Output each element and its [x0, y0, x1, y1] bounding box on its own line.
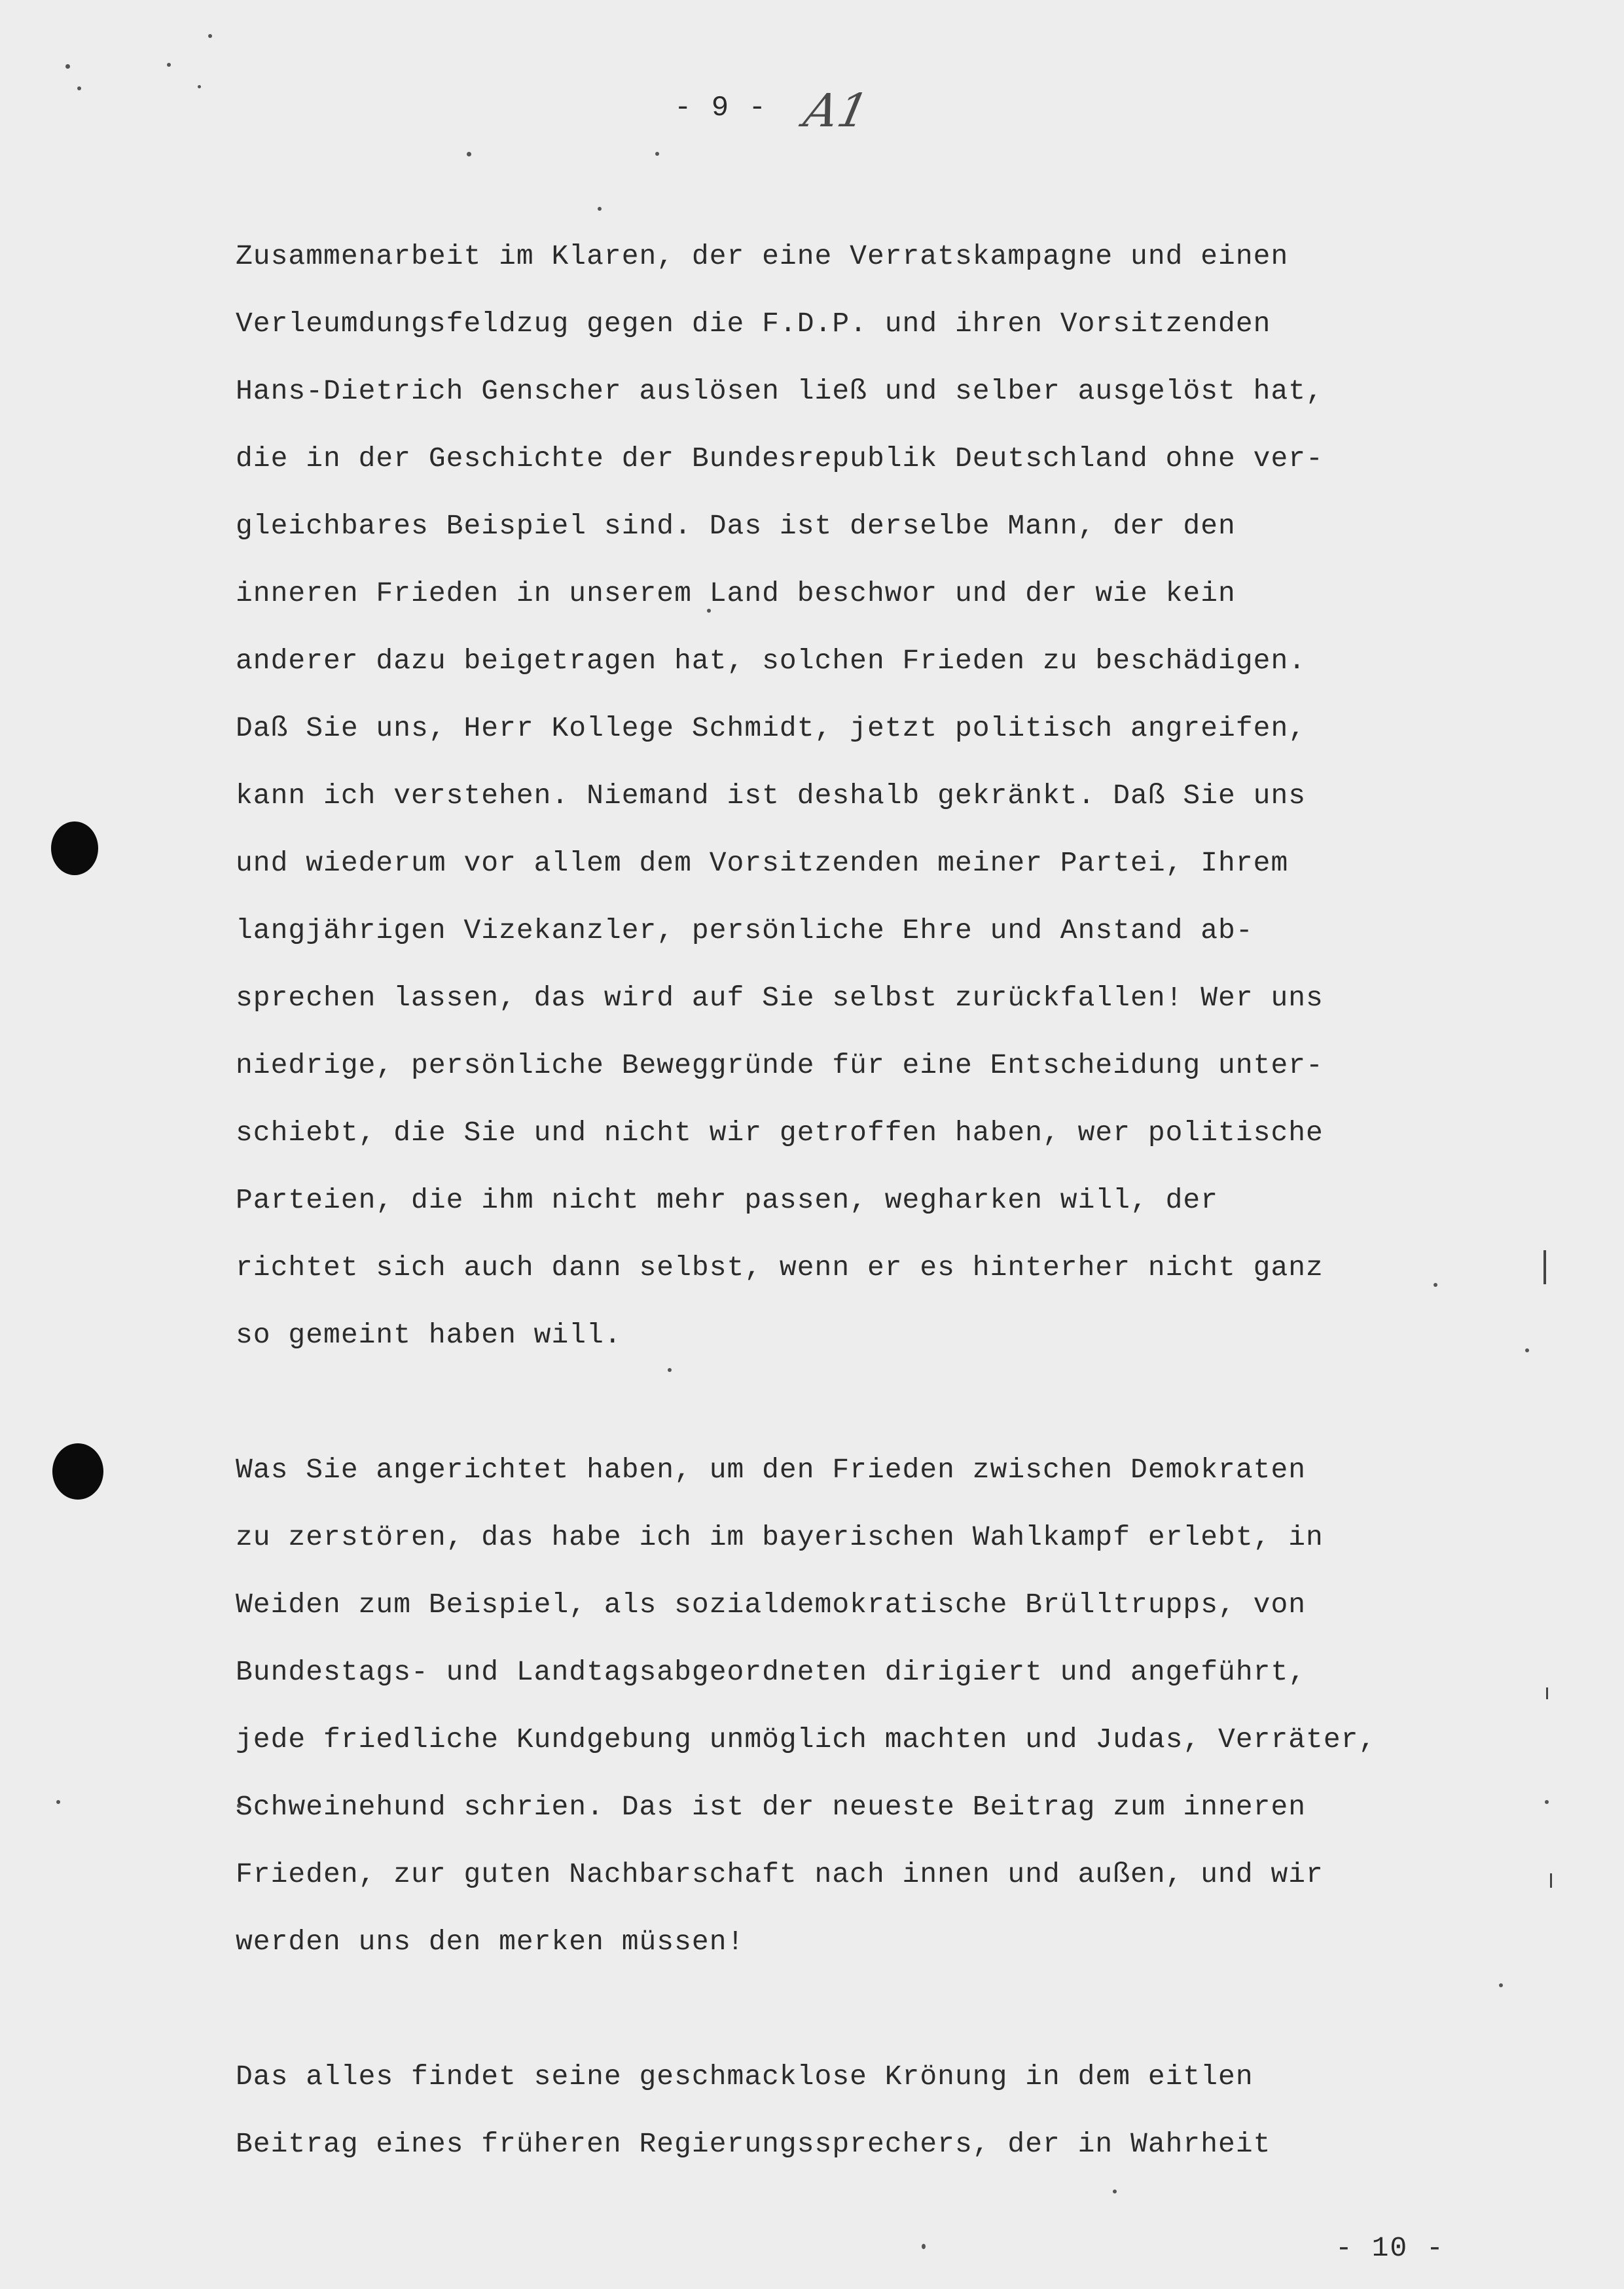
scan-speck: [1545, 1800, 1549, 1804]
paragraph-spacer: [236, 1975, 1532, 2043]
text-line: werden uns den merken müssen!: [236, 1926, 745, 1958]
scan-speck: [56, 1800, 60, 1804]
text-line: sprechen lassen, das wird auf Sie selbst zurückfallen! Wer uns: [236, 982, 1324, 1014]
margin-mark: [1550, 1873, 1552, 1888]
text-line: Was Sie angerichtet haben, um den Frieden zwischen Demokraten: [236, 1454, 1307, 1486]
text-line: Das alles findet seine geschmacklose Krönung in dem eitlen: [236, 2061, 1254, 2093]
scan-speck: [208, 34, 212, 38]
punch-hole-lower: [52, 1443, 103, 1500]
text-line: Bundestags- und Landtagsabgeordneten dirigiert und angeführt,: [236, 1656, 1307, 1688]
text-line: Zusammenarbeit im Klaren, der eine Verratskampagne und einen: [236, 240, 1289, 272]
punch-hole-upper: [51, 821, 98, 875]
scan-speck: [77, 86, 81, 90]
text-line: Hans-Dietrich Genscher auslösen ließ und selber ausgelöst hat,: [236, 375, 1324, 407]
scan-speck: [65, 64, 70, 69]
text-line: Beitrag eines früheren Regierungssprechers, der in Wahrheit: [236, 2128, 1271, 2160]
text-line: die in der Geschichte der Bundesrepublik Deutschland ohne ver-: [236, 442, 1324, 475]
text-line: schiebt, die Sie und nicht wir getroffen haben, wer politische: [236, 1117, 1324, 1149]
text-line: anderer dazu beigetragen hat, solchen Frieden zu beschädigen.: [236, 645, 1307, 677]
handwritten-page-annotation: A1: [799, 84, 873, 137]
text-line: zu zerstören, das habe ich im bayerischen Wahlkampf erlebt, in: [236, 1521, 1324, 1553]
text-line: Verleumdungsfeldzug gegen die F.D.P. und ihren Vorsitzenden: [236, 308, 1271, 340]
scan-speck: [198, 85, 201, 88]
paragraph-2: [236, 1436, 1532, 1975]
text-line: Daß Sie uns, Herr Kollege Schmidt, jetzt politisch angreifen,: [236, 712, 1307, 744]
next-page-indicator: - 10 -: [1335, 2232, 1445, 2264]
text-line: langjährigen Vizekanzler, persönliche Ehre und Anstand ab-: [236, 914, 1254, 946]
text-line: Frieden, zur guten Nachbarschaft nach innen und außen, und wir: [236, 1858, 1324, 1890]
page-number-header: - 9 -: [674, 92, 768, 124]
scan-speck: [598, 207, 602, 211]
text-line: gleichbares Beispiel sind. Das ist derselbe Mann, der den: [236, 510, 1236, 542]
text-line: richtet sich auch dann selbst, wenn er es hinterher nicht ganz: [236, 1252, 1324, 1284]
scan-speck: [655, 152, 659, 156]
scan-speck: [467, 152, 471, 156]
document-body: [236, 223, 1532, 2178]
paragraph-1: [236, 223, 1532, 1369]
text-line: so gemeint haben will.: [236, 1319, 622, 1351]
margin-mark: [1543, 1250, 1546, 1284]
text-line: niedrige, persönliche Beweggründe für eine Entscheidung unter-: [236, 1049, 1324, 1081]
text-line: jede friedliche Kundgebung unmöglich machten und Judas, Verräter,: [236, 1723, 1377, 1756]
paragraph-spacer: [236, 1369, 1532, 1436]
scan-speck: [1113, 2190, 1117, 2193]
scan-speck: [167, 63, 171, 67]
text-line: Parteien, die ihm nicht mehr passen, wegharken will, der: [236, 1184, 1219, 1216]
margin-mark: [1546, 1687, 1548, 1699]
text-line: Weiden zum Beispiel, als sozialdemokratische Brülltrupps, von: [236, 1589, 1307, 1621]
paragraph-3: [236, 2043, 1532, 2178]
text-line: und wiederum vor allem dem Vorsitzenden meiner Partei, Ihrem: [236, 847, 1289, 879]
scan-speck: [922, 2244, 926, 2249]
text-line: kann ich verstehen. Niemand ist deshalb gekränkt. Daß Sie uns: [236, 780, 1307, 812]
text-line: inneren Frieden in unserem Land beschwor und der wie kein: [236, 577, 1236, 609]
text-line: Schweinehund schrien. Das ist der neueste Beitrag zum inneren: [236, 1791, 1307, 1823]
